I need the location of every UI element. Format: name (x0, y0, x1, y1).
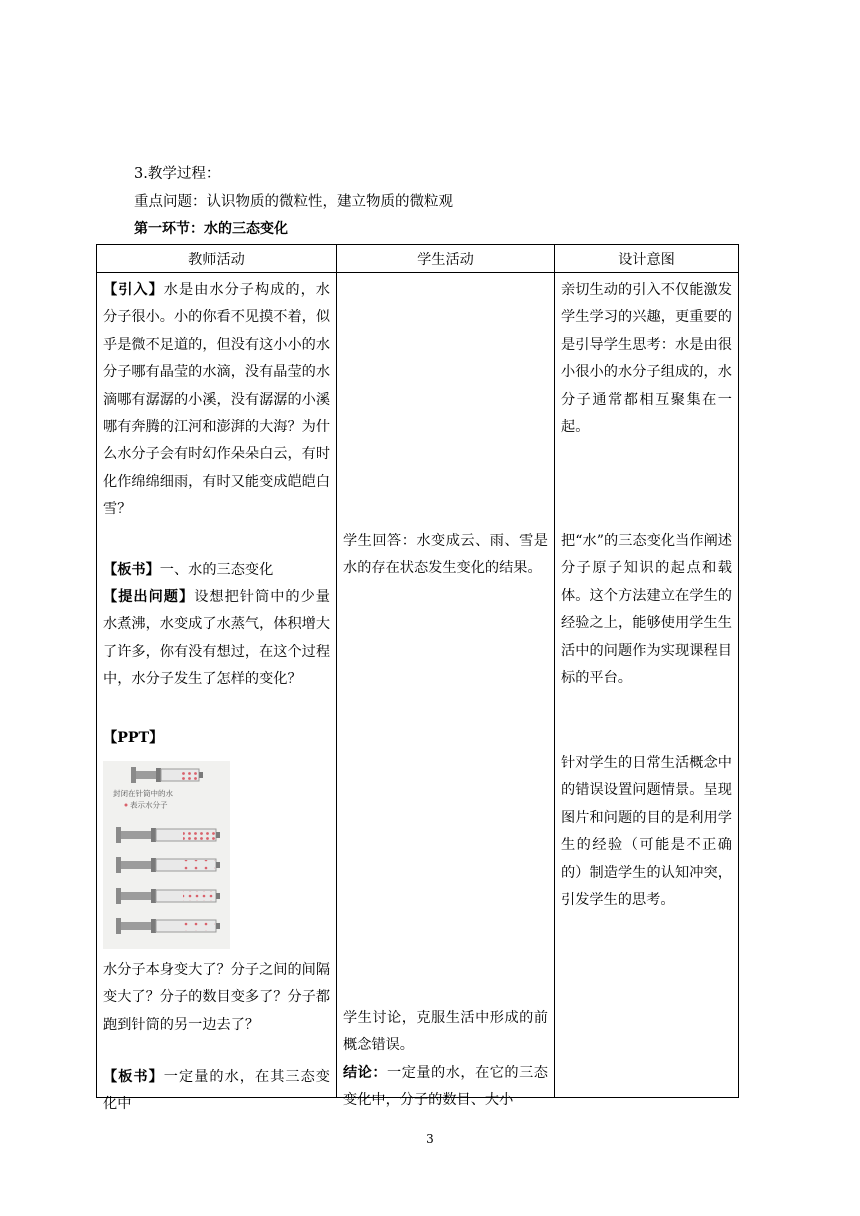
board-2 (103, 1064, 330, 1119)
syringe-5 (116, 918, 220, 934)
board-1-tag: 【板书】 (103, 562, 160, 578)
question-tag: 【提出问题】 (103, 589, 195, 605)
conclusion-tag: 结论： (343, 1065, 388, 1081)
intent-paragraph-3: 针对学生的日常生活概念中的错误设置问题情景。呈现图片和问题的目的是利用学生的经验（可能是不正确的）制造学生的认知冲突，引发学生的思考。 (561, 755, 732, 909)
ppt-tag: 【PPT】 (103, 730, 164, 746)
student-discussion: 学生讨论，克服生活中形成的前概念错误。 (343, 1010, 548, 1054)
question-paragraph (103, 584, 330, 694)
board-2-text: 一定量的水，在其三态变化中 (103, 1069, 330, 1113)
lesson-table (96, 244, 739, 1113)
syringe-molecule-image (103, 761, 230, 949)
intro-paragraph (103, 277, 330, 524)
page-number: 3 (426, 1132, 434, 1146)
table-header-row (97, 245, 739, 273)
header-teacher: 教师活动 (97, 245, 337, 273)
section-title: 第一环节：水的三态变化 (134, 221, 288, 237)
syringe-diagram-svg (103, 761, 230, 949)
conclusion-text: 一定量的水，在它的三态变化中，分子的数目、大小 (343, 1065, 548, 1109)
intent-cell (555, 273, 739, 1098)
intent-paragraph-2: 把“水”的三态变化当作阐述分子原子知识的起点和载体。这个方法建立在学生的经验之上，能够使用学生生活中的问题作为实现课程目标的平台。 (561, 533, 732, 687)
intro-text: 水是由水分子构成的，水分子很小。小的你看不见摸不着，似乎是微不足道的，但没有这小小的水分子哪有晶莹的水滴，没有晶莹的水滴哪有潺潺的小溪，没有潺潺的小溪哪有奔腾的江河和澎湃的大海？为什么水分子会有时幻作朵朵白云，有时化作绵绵细雨，有时又能变成皑皑白雪？ (103, 282, 331, 518)
teacher-cell (97, 273, 337, 1113)
syringe-2 (116, 827, 220, 843)
syringe-1 (131, 767, 203, 783)
intro-tag: 【引入】 (103, 282, 164, 298)
header-student: 学生活动 (337, 245, 555, 273)
board-2-tag: 【板书】 (103, 1069, 164, 1085)
header-intent: 设计意图 (555, 245, 739, 273)
student-conclusion (343, 1060, 548, 1115)
key-question: 重点问题：认识物质的微粒性，建立物质的微粒观 (134, 194, 453, 210)
student-cell (337, 273, 555, 1109)
board-1-text: 一、水的三态变化 (159, 562, 274, 578)
after-image-paragraph: 水分子本身变大了？分子之间的间隔变大了？分子的数目变多了？分子都跑到针筒的另一边去了？ (103, 962, 331, 1033)
board-1 (103, 557, 330, 584)
caption-2: 表示水分子 (130, 800, 168, 810)
intent-paragraph-1: 亲切生动的引入不仅能激发学生学习的兴趣，更重要的是引导学生思考：水是由很小很小的水分子组成的，水分子通常都相互聚集在一起。 (561, 282, 732, 436)
syringe-3 (116, 857, 220, 873)
table-row (97, 273, 739, 1098)
student-answer: 学生回答：水变成云、雨、雪是水的存在状态发生变化的结果。 (343, 533, 548, 577)
process-heading: 3.教学过程： (134, 166, 221, 182)
question-text: 设想把针筒中的少量水煮沸，水变成了水蒸气，体积增大了许多，你有没有想过，在这个过程中，水分子发生了怎样的变化？ (103, 589, 331, 688)
caption-1: 封闭在针筒中的水 (113, 789, 173, 798)
molecule-legend-dot (125, 804, 128, 807)
syringe-4 (116, 888, 220, 904)
